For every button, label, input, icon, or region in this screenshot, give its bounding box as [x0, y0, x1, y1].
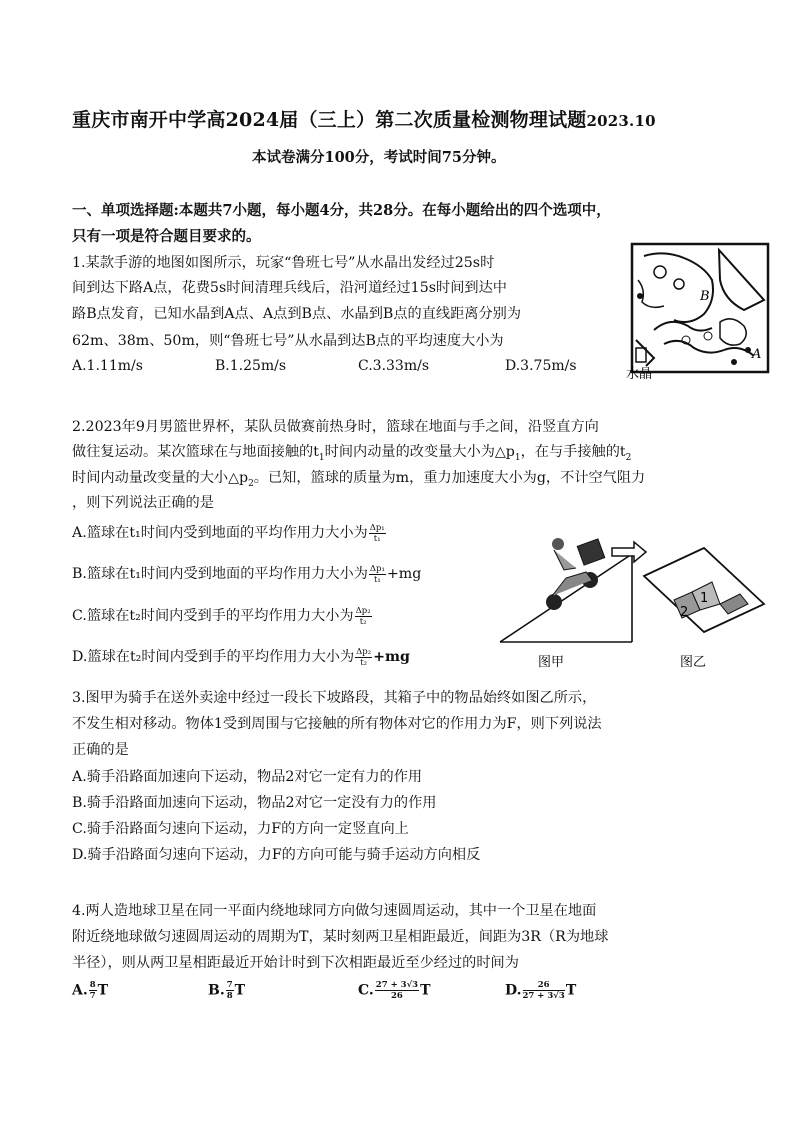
q1-text-line: 1.某款手游的地图如图所示，玩家“鲁班七号”从水晶出发经过25s时	[72, 255, 495, 271]
caption-jia: 图甲	[538, 655, 565, 670]
section-heading-cont: 只有一项是符合题目要求的。	[72, 228, 261, 245]
caption-yi: 图乙	[680, 655, 707, 670]
q4-option-d: D. $\frac{26}{27 + 3√3}$ T	[505, 980, 577, 1001]
q4-text-line: 4.两人造地球卫星在同一平面内绕地球同方向做匀速圆周运动，其中一个卫星在地面	[72, 903, 597, 919]
page-subtitle: 本试卷满分100分，考试时间75分钟。	[252, 149, 506, 166]
q4-text-line: 附近绕地球做匀速圆周运动的周期为T，某时刻两卫星相距最近，间距为3R（R为地球	[72, 929, 609, 945]
q1-text-line: 路B点发育，已知水晶到A点、A点到B点、水晶到B点的直线距离分别为	[72, 306, 522, 322]
q2-text-line: ，则下列说法正确的是	[72, 495, 214, 511]
q3-option-c: C.骑手沿路面匀速向下运动，力F的方向一定竖直向上	[72, 821, 409, 837]
q2-option-b: B.篮球在t₁时间内受到地面的平均作用力大小为 $\frac{\text{Δp₁}}{\text{t₁}}$ +mg	[72, 563, 422, 585]
q4-option-c: C. $\frac{27 + 3√3}{26}$ T	[358, 980, 431, 1001]
q1-option-a: A.1.11m/s	[72, 358, 143, 374]
q2-option-c: C.篮球在t₂时间内受到手的平均作用力大小为 $\frac{\text{Δp₂}}{\text{t₂}}$	[72, 605, 371, 627]
q2-option-a: A.篮球在t₁时间内受到地面的平均作用力大小为 $\frac{\text{Δp₁}}{\text{t₁}}$	[72, 522, 385, 544]
section-heading: 一、单项选择题:本题共7小题，每小题4分，共28分。在每小题给出的四个选项中，	[72, 202, 611, 219]
q2-text-line: 做往复运动。某次篮球在与地面接触的$t_1$时间内动量的改变量大小为$\triangle p_1$，在与手接触的$t_2$	[72, 444, 632, 463]
q3-text-line: 不发生相对移动。物体1受到周围与它接触的所有物体对它的作用力为F，则下列说法	[72, 716, 602, 732]
q3-text-line: 3.图甲为骑手在送外卖途中经过一段长下坡路段，其箱子中的物品始终如图乙所示，	[72, 690, 597, 706]
q3-figure	[494, 524, 774, 674]
box-label-1: 1	[700, 591, 709, 606]
q1-map-figure	[624, 240, 772, 380]
q3-option-a: A.骑手沿路面加速向下运动，物品2对它一定有力的作用	[72, 769, 423, 785]
q2-text-line: 2.2023年9月男篮世界杯，某队员做赛前热身时，篮球在地面与手之间，沿竖直方向	[72, 419, 599, 435]
map-label-a: A	[752, 347, 762, 362]
q1-option-d: D.3.75m/s	[505, 358, 577, 374]
q3-option-b: B.骑手沿路面加速向下运动，物品2对它一定没有力的作用	[72, 795, 437, 811]
q1-text-line: 62m、38m、50m，则“鲁班七号”从水晶到达B点的平均速度大小为	[72, 333, 504, 349]
q2-text-line: 时间内动量改变量的大小$\triangle p_2$。已知，篮球的质量为m，重力加速度大小为g，不计空气阻力	[72, 470, 646, 489]
game-map-illustration	[624, 240, 772, 380]
q3-text-line: 正确的是	[72, 742, 129, 758]
box-label-2: 2	[680, 605, 689, 620]
page-title	[72, 105, 656, 132]
q4-option-a: A. $\frac{8}{7}$ T	[72, 980, 109, 1001]
q2-option-d: D.篮球在t₂时间内受到手的平均作用力大小为 $\frac{\text{Δp₂}}{\text{t₂}}$ +mg	[72, 646, 410, 668]
q4-option-b: B. $\frac{7}{8}$ T	[208, 980, 246, 1001]
map-label-crystal: 水晶	[626, 367, 653, 380]
exam-date: 2023.10	[586, 112, 656, 130]
q1-text-line: 间到达下路A点，花费5s时间清理兵线后，沿河道经过15s时间到达中	[72, 280, 507, 296]
map-label-b: B	[700, 289, 710, 304]
title-text: 重庆市南开中学高2024届（三上）第二次质量检测物理试题	[72, 109, 587, 131]
q1-option-c: C.3.33m/s	[358, 358, 430, 374]
q4-text-line: 半径），则从两卫星相距最近开始计时到下次相距最近至少经过的时间为	[72, 955, 519, 971]
q3-option-d: D.骑手沿路面匀速向下运动，力F的方向可能与骑手运动方向相反	[72, 847, 481, 863]
q1-option-b: B.1.25m/s	[215, 358, 287, 374]
rider-slope-illustration	[494, 524, 774, 674]
